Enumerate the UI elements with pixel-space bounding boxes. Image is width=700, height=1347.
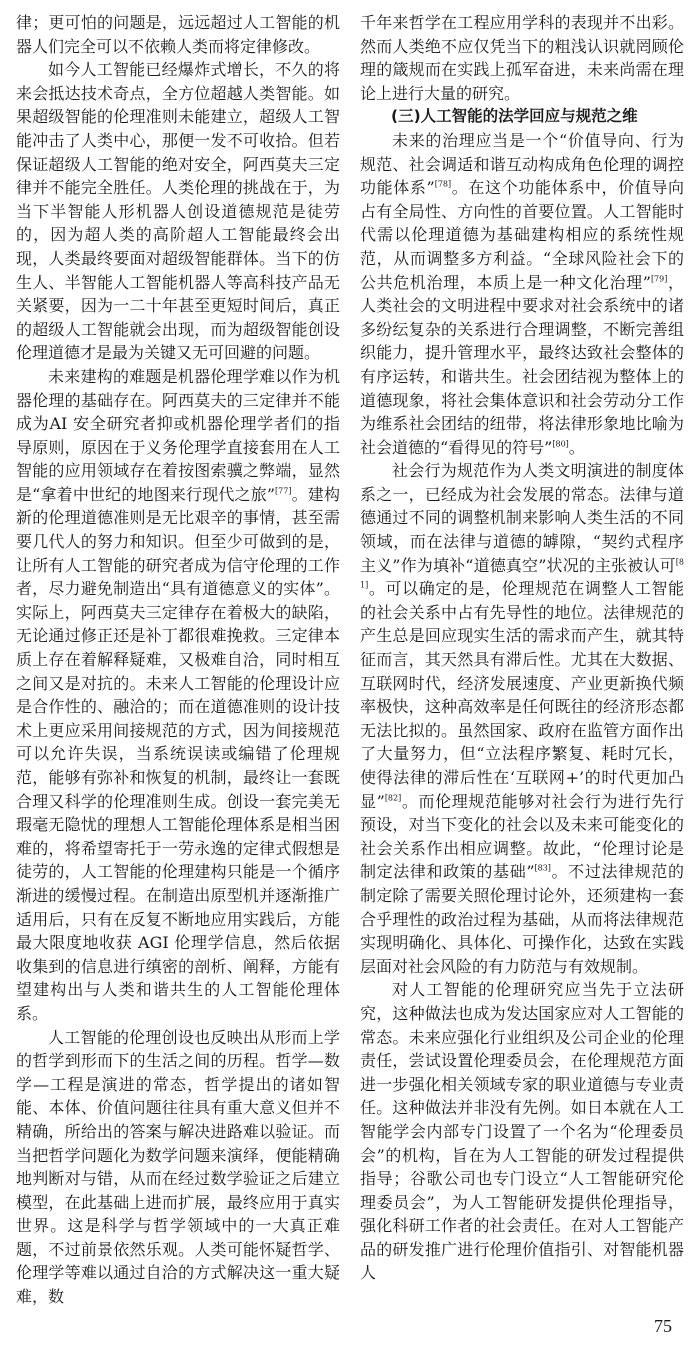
paragraph: 对人工智能的伦理研究应当先于立法研究，这种做法也成为发达国家应对人工智能的常态。未来应强化行业组织及公司企业的伦理责任，尝试设置伦理委员会，在伦理规范方面进一步强化相关领域专家的职业道德与专业责任。这种做法并非没有先例。如日本就在人工智能学会内部专门设置了一个名为“伦理委员会”的机构，旨在为人工智能的研发过程提供指导；谷歌公司也专门设立“人工智能研究伦理委员会”，为人工智能研发提供伦理指导，强化科研工作者的社会责任。在对人工智能产品的研发推广进行伦理价值指引、对智能机器人 — [360, 980, 684, 1283]
paragraph-text: 社会行为规范作为人类文明演进的制度体系之一，已经成为社会发展的常态。法律与道德通过不同的调整机制来影响人类生活的不同领域，而在法律与道德的罅隙，“契约式程序主义”作为填补“道德真空”状况的主张被认可 — [360, 461, 684, 575]
paragraph-text: 。而伦理规范能够对社会行为进行先行预设，对当下变化的社会以及未来可能变化的社会关系作出相应调整。故此，“伦理讨论是制定法律和政策的基础” — [360, 791, 684, 882]
page-footer — [16, 1309, 684, 1347]
two-column-body — [16, 11, 684, 1309]
paragraph — [360, 129, 684, 459]
section-heading: (三)人工智能的法学回应与规范之维 — [391, 107, 638, 126]
paragraph — [16, 365, 340, 1026]
paragraph: 千年来哲学在工程应用学科的表现并不出彩。然而人类绝不应仅凭当下的粗浅认识就罔顾伦理的箴规而在实践上孤军奋进，未来尚需在理论上进行大量的研究。 — [360, 13, 684, 103]
citation-ref: [78] — [434, 179, 452, 189]
right-column — [360, 11, 684, 1285]
paragraph-text: 。在这个功能体系中，价值导向占有全局性、方向性的首要位置。人工智能时代需以伦理道德为基础建构相应的系统性规范，从而调整多方利益。“全球风险社会下的公共危机治理，本质上是一种文化治理” — [360, 178, 684, 292]
paragraph-text: 。不过法律规范的制定除了需要关照伦理讨论外，还须建构一套合乎理性的政治过程为基础，从而将法律规范实现明确化、具体化、可操作化，达致在实践层面对社会风险的有力防范与有效规制。 — [360, 862, 684, 976]
citation-ref: [80] — [552, 439, 569, 449]
citation-ref: [81] — [360, 557, 684, 590]
paragraph-text: 未来的治理应当是一个“价值导向、行为规范、社会调适和谐互动构成角色伦理的调控功能体系” — [360, 130, 684, 198]
paragraph-text: 。 — [568, 437, 585, 457]
paragraph: 人工智能的伦理创设也反映出从形而上学的哲学到形而下的生活之间的历程。哲学—数学—工程是演进的常态，哲学提出的诸如智能、本体、价值问题往往具有重大意义但并不精确，所给出的答案与解决进路难以验证。而当把哲学问题化为数学问题来演绎，便能精确地判断对与错，从而在经过数学验证之后建立模型，在此基础上进而扩展，最终应用于真实世界。这是科学与哲学领域中的一大真正难题，不过前景依然乐观。人类可能怀疑哲学、伦理学等难以通过自洽的方式解决这一重大疑难，数 — [16, 1027, 340, 1307]
paragraph — [360, 459, 684, 978]
paragraph-text: 未来建构的难题是机器伦理学难以作为机器伦理的基础存在。阿西莫夫的三定律并不能成为AI 安全研究者抑或机器伦理学者们的指导原则，原因在于义务伦理学直接套用在人工智能的应用领域存在着按图索骥之弊端，显然是“拿着中世纪的地图来行现代之旅” — [16, 366, 340, 504]
citation-ref: [83] — [534, 864, 551, 874]
paragraph-text: 。建构新的伦理道德准则是无比艰辛的事情，甚至需要几代人的努力和知识。但至少可做到的是，让所有人工智能的研究者成为信守伦理的工作者，尽力避免制造出“具有道德意义的实体”。实际上，阿西莫夫三定律存在着极大的缺陷，无论通过修正还是补丁都很难挽救。三定律本质上存在着解释疑难，又极难自洽，同时相互之间又是对抗的。未来人工智能的伦理设计应是合作性的、融洽的；而在道德准则的设计技术上更应采用间接规范的方式，因为间接规范可以允许失误，当系统误读或编错了伦理规范，能够有弥补和恢复的机制，最终让一套既合理又科学的伦理准则生成。创设一套完美无瑕毫无隐忧的理想人工智能伦理体系是相当困难的，将希望寄托于一劳永逸的定律式假想是徒劳的，人工智能的伦理建构只能是一个循序渐进的缓慢过程。在制造出原型机并逐渐推广适用后，只有在反复不断地应用实践后，方能最大限度地收获 AGI 伦理学信息，然后依据收集到的信息进行缜密的剖析、阐释，方能有望建构出与人类和谐共生的人工智能伦理体系。 — [16, 484, 340, 1023]
citation-ref: [82] — [384, 793, 402, 803]
paragraph-text: 。可以确定的是，伦理规范在调整人工智能的社会关系中占有先导性的地位。法律规范的产生总是回应现实生活的需求而产生，就其特征而言，其天然具有滞后性。尤其在大数据、互联网时代，经济发展速度、产业更新换代频率极快，这种高效率是任何既往的经济形态都无法比拟的。虽然国家、政府在监管方面作出了大量努力，但“立法程序繁复、耗时冗长，使得法律的滞后性在‘互联网+’的时代更加凸显” — [360, 579, 684, 811]
left-column — [16, 11, 340, 1309]
citation-ref: [79] — [650, 274, 668, 284]
paragraph-text: ，人类社会的文明进程中要求对社会系统中的诸多纷纭复杂的关系进行合理调整，不断完善组织能力，提升管理水平，最终达致社会整体的有序运转，和谐共生。社会团结视为整体上的道德现象，将社会集体意识和社会劳动分工作为维系社会团结的纽带，将法律形象地比喻为社会道德的“看得见的符号” — [360, 272, 684, 457]
page-number: 75 — [654, 1315, 672, 1336]
paragraph: 律；更可怕的问题是，远远超过人工智能的机器人们完全可以不依赖人类而将定律修改。 — [16, 13, 340, 56]
citation-ref: [77] — [275, 486, 292, 496]
paragraph: 如今人工智能已经爆炸式增长，不久的将来会抵达技术奇点，全方位超越人类智能。如果超级智能的伦理准则未能建立，超级人工智能冲击了人类中心，那便一发不可收拾。但若保证超级人工智能的绝对安全，阿西莫夫三定律并不能完全胜任。人类伦理的挑战在于，为当下半智能人形机器人创设道德规范是徒劳的，因为超人类的高阶超人工智能最终会出现，人类最终要面对超级智能群体。当下的仿生人、半智能人工智能机器人等高科技产品无关紧要，因为一二十年甚至更短时间后，真正的超级人工智能就会出现，而为超级智能创设伦理道德才是最为关键又无可回避的问题。 — [16, 60, 340, 363]
